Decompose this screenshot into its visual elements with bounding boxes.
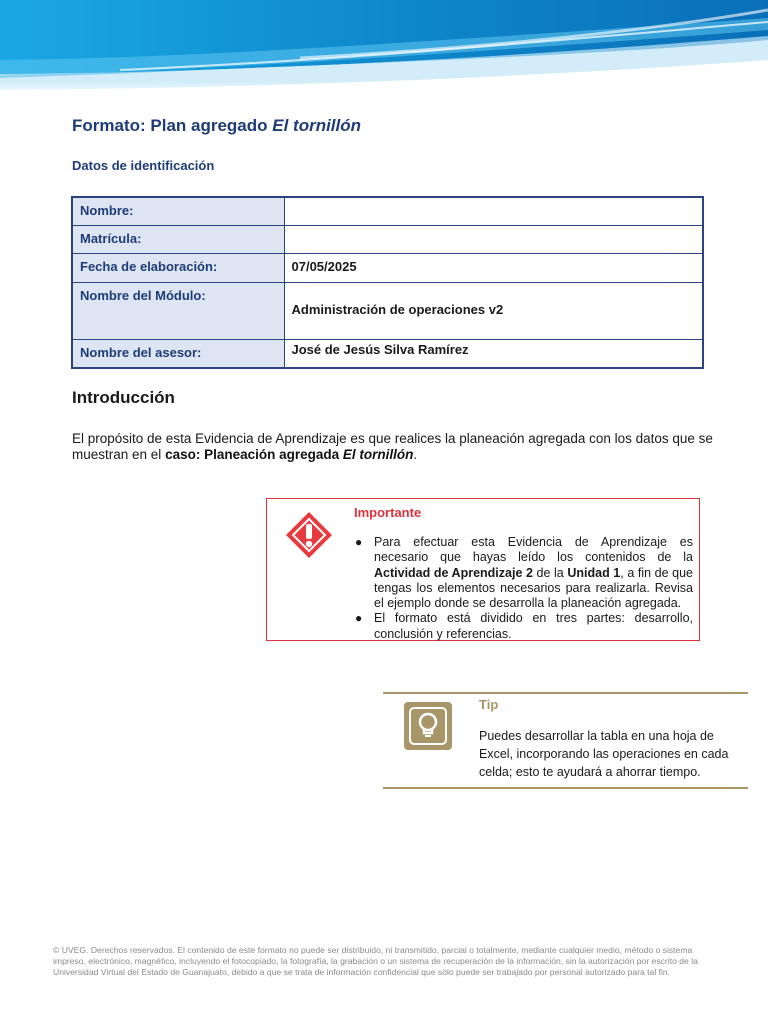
tip-box [383,692,748,789]
row-value-nombre[interactable] [284,197,703,225]
intro-case-italic: El tornillón [342,447,414,462]
list-item [353,611,693,642]
list-item [353,535,693,611]
table-row [72,197,703,225]
row-value-matricula[interactable] [284,225,703,253]
bullet-1-text: Para efectuar esta Evidencia de Aprendizaje es necesario que hayas leído los contenidos de la [374,535,693,565]
header-banner [0,0,768,96]
important-list [353,535,693,642]
document-title [72,116,361,136]
tip-text: Puedes desarrollar la tabla en una hoja de Excel, incorporando las operaciones en cada celda; esto te ayudará a ahorrar tiempo. [479,729,729,779]
intro-text: El propósito de esta Evidencia de Aprendizaje es que realices la planeación agregada con los datos que se muestran en el [72,431,713,462]
title-prefix: Formato: Plan agregado [72,116,273,135]
section-subtitle: Datos de identificación [72,158,215,173]
bullet-1-bold-unit: Unidad 1 [567,565,621,580]
row-label-fecha: Fecha de elaboración: [72,253,284,282]
row-value-fecha[interactable]: 07/05/2025 [284,253,703,282]
row-label-nombre: Nombre: [72,197,284,225]
bullet-icon: ● [355,535,363,549]
title-italic: El tornillón [272,116,362,135]
lightbulb-icon [404,702,452,750]
table-row [72,225,703,253]
bullet-1-text-3: , a fin de que tengas los elementos necesarios para realizarla. Revisa el ejemplo donde se desarrolla la planeación agregada. [374,565,693,611]
table-row [72,282,703,339]
row-label-asesor: Nombre del asesor: [72,339,284,368]
warning-diamond-icon [284,510,334,560]
intro-period: . [413,447,418,462]
row-label-matricula: Matrícula: [72,225,284,253]
tip-title: Tip [479,697,499,712]
important-box [266,498,700,641]
table-row [72,253,703,282]
row-value-modulo[interactable]: Administración de operaciones v2 [284,282,703,339]
bullet-1-text-2: de la [532,565,568,580]
copyright-footer: © UVEG. Derechos reservados. El contenido de este formato no puede ser distribuido, ni transmitido, parcial o totalmente, mediante cualquier medio, método o sistema impreso, electrónico, magnético, incluyendo el fotocopiado, la fotografía, la grabación o un sistema de recuperación de la información, sin la autorización por escrito de la Universidad Virtual del Estado de Guanajuato, debido a que se trata de información confidencial que sólo puede ser trabajado por personal autorizado para tal fin. [53,945,698,977]
important-title: Importante [354,505,422,520]
row-value-asesor[interactable]: José de Jesús Silva Ramírez [284,339,703,368]
introduction-paragraph [72,431,732,463]
bullet-icon: ● [355,611,363,626]
row-label-modulo: Nombre del Módulo: [72,282,284,339]
introduction-heading: Introducción [72,388,175,407]
table-row [72,339,703,368]
intro-case-bold: caso: Planeación agregada [165,447,343,462]
bullet-1-bold-activity: Actividad de Aprendizaje 2 [374,565,533,580]
identification-table [71,196,704,369]
bullet-2-text: El formato está dividido en tres partes: desarrollo, conclusión y referencias. [374,611,693,641]
